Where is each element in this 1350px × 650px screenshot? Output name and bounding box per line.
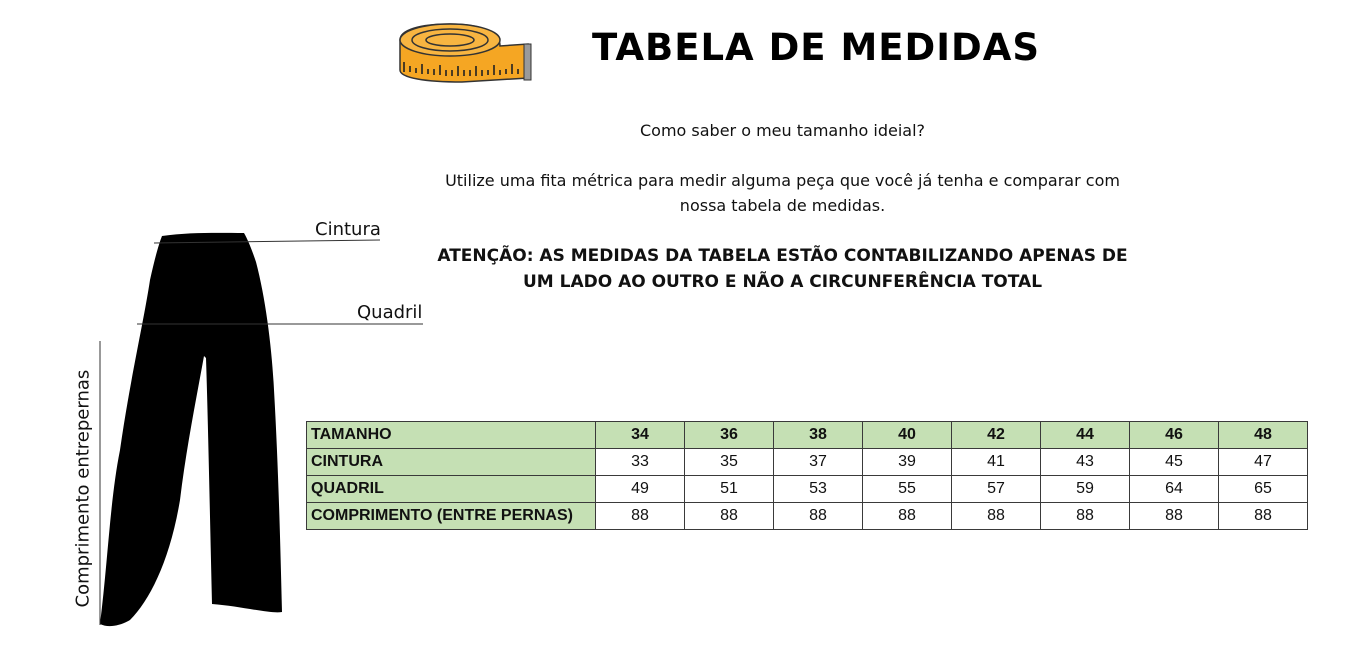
table-cell: 88: [685, 503, 774, 530]
page-title: TABELA DE MEDIDAS: [592, 26, 1041, 69]
size-question: Como saber o meu tamanho ideial?: [639, 121, 925, 140]
table-cell: 88: [863, 503, 952, 530]
row-label-waist: CINTURA: [307, 449, 596, 476]
table-row: [307, 503, 1308, 530]
table-cell: 40: [863, 422, 952, 449]
table-cell: 42: [952, 422, 1041, 449]
table-cell: 51: [685, 476, 774, 503]
table-cell: 49: [596, 476, 685, 503]
table-cell: 55: [863, 476, 952, 503]
table-cell: 37: [774, 449, 863, 476]
table-cell: 43: [1041, 449, 1130, 476]
waist-label: Cintura: [315, 219, 381, 240]
table-row: [307, 476, 1308, 503]
row-label-hip: QUADRIL: [307, 476, 596, 503]
table-cell: 44: [1041, 422, 1130, 449]
table-cell: 64: [1130, 476, 1219, 503]
table-cell: 39: [863, 449, 952, 476]
table-cell: 88: [596, 503, 685, 530]
table-cell: 41: [952, 449, 1041, 476]
table-cell: 33: [596, 449, 685, 476]
wide-leg-pants-icon: [0, 0, 450, 650]
table-cell: 57: [952, 476, 1041, 503]
table-cell: 45: [1130, 449, 1219, 476]
table-cell: 88: [1041, 503, 1130, 530]
table-cell: 59: [1041, 476, 1130, 503]
table-cell: 88: [952, 503, 1041, 530]
table-cell: 36: [685, 422, 774, 449]
size-table: [306, 421, 1308, 530]
table-row: [307, 422, 1308, 449]
inseam-label: Comprimento entrepernas: [72, 369, 94, 608]
table-cell: 88: [774, 503, 863, 530]
table-cell: 48: [1219, 422, 1308, 449]
pants-silhouette: [100, 233, 282, 626]
table-cell: 88: [1130, 503, 1219, 530]
table-cell: 34: [596, 422, 685, 449]
table-cell: 53: [774, 476, 863, 503]
hip-label: Quadril: [357, 302, 423, 323]
row-label-inseam: COMPRIMENTO (ENTRE PERNAS): [307, 503, 596, 530]
measurement-warning: ATENÇÃO: AS MEDIDAS DA TABELA ESTÃO CONTABILIZANDO APENAS DE UM LADO AO OUTRO E NÃO A CIRCUNFERÊNCIA TOTAL: [437, 246, 1128, 292]
table-cell: 47: [1219, 449, 1308, 476]
table-row: [307, 449, 1308, 476]
table-cell: 38: [774, 422, 863, 449]
table-cell: 88: [1219, 503, 1308, 530]
table-cell: 65: [1219, 476, 1308, 503]
table-cell: 46: [1130, 422, 1219, 449]
row-label-size: TAMANHO: [307, 422, 596, 449]
measuring-instructions: Utilize uma fita métrica para medir alguma peça que você já tenha e comparar com nossa tabela de medidas.: [445, 171, 1120, 215]
table-cell: 35: [685, 449, 774, 476]
